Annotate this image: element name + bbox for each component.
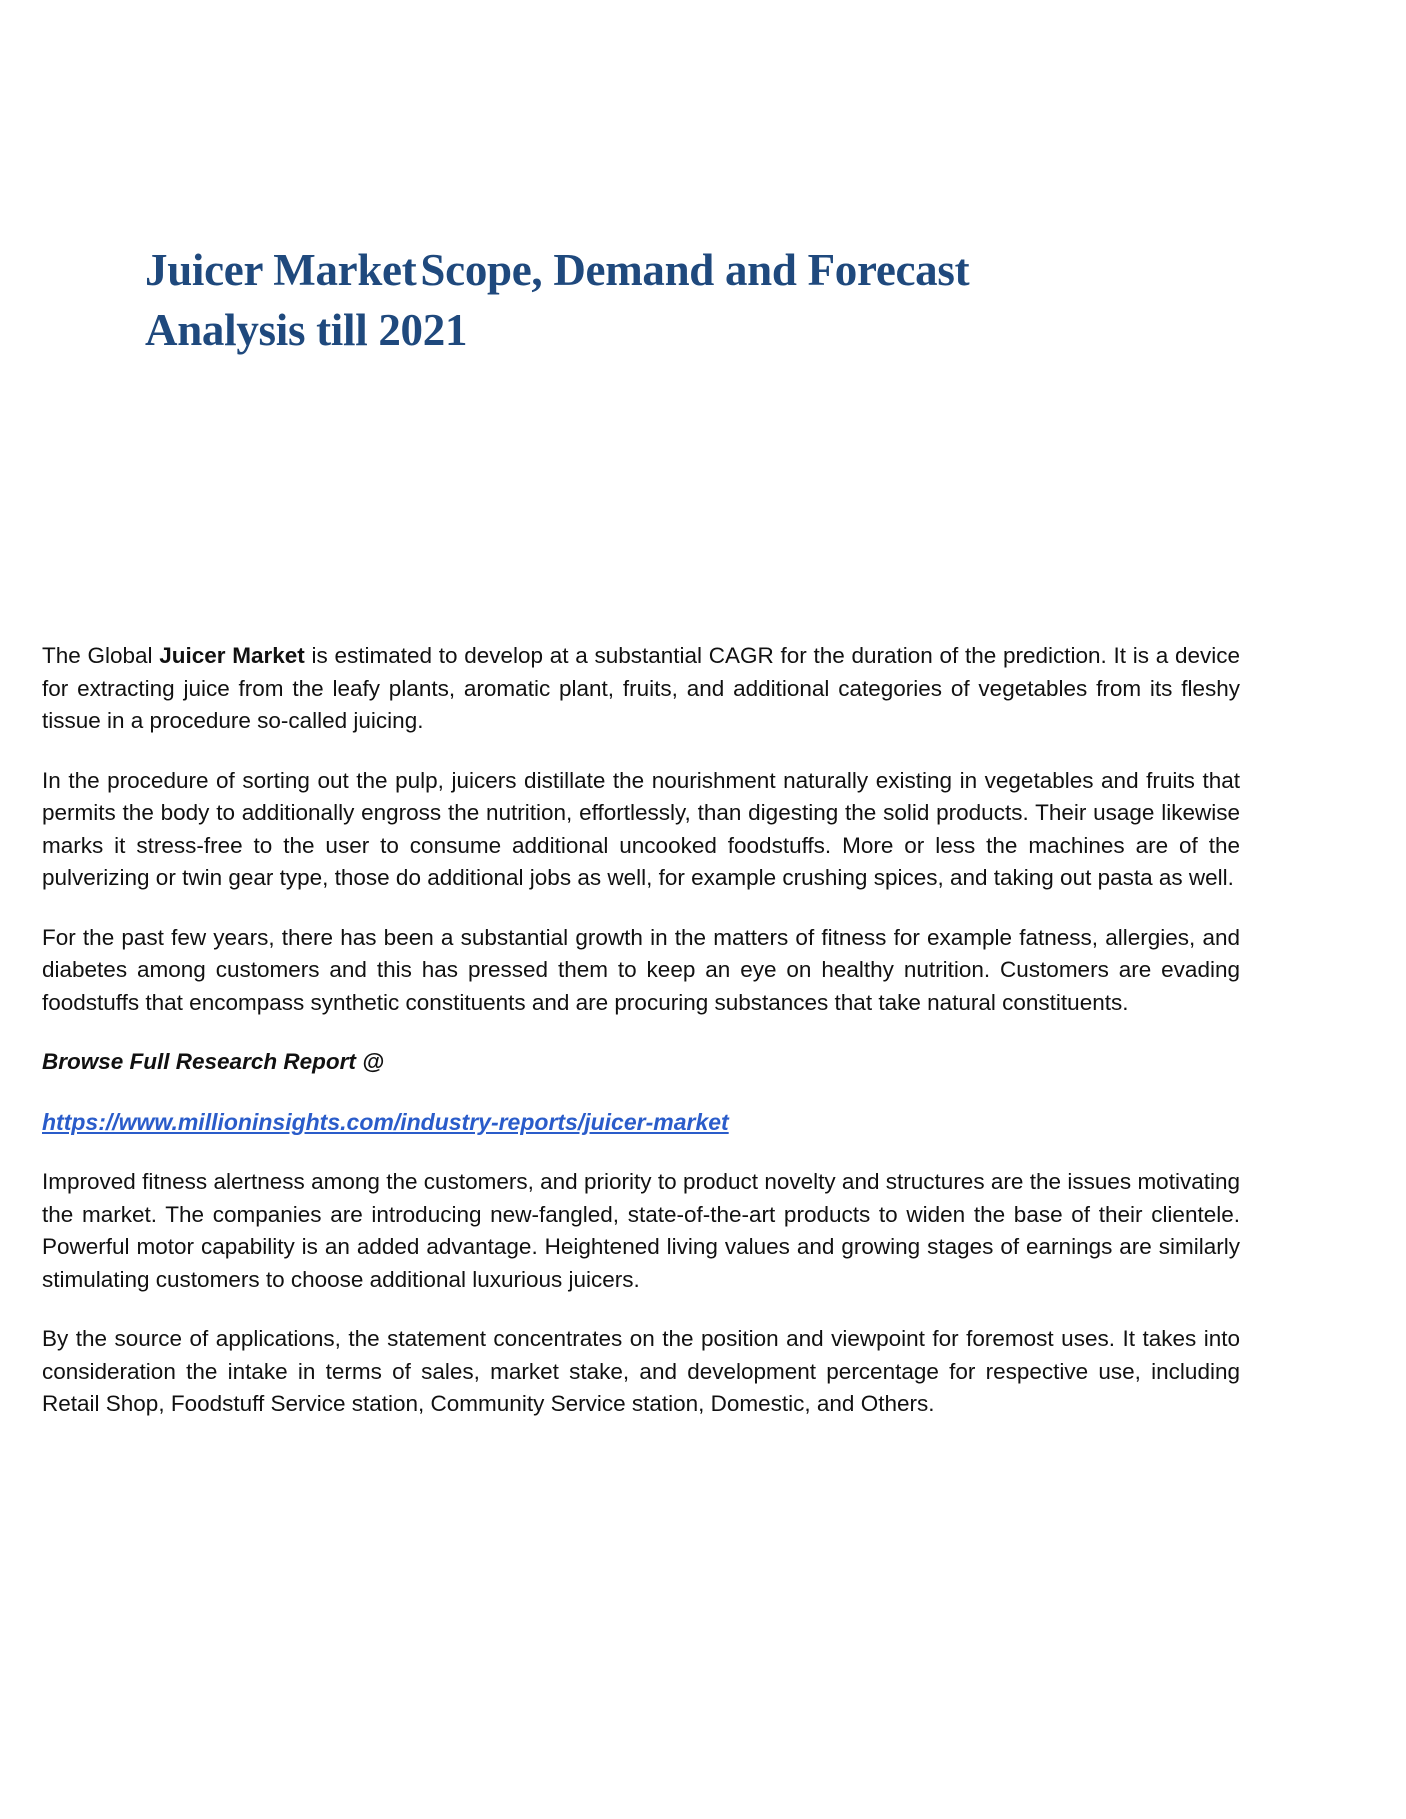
- document-body: [42, 640, 1240, 1421]
- page-title-line-2: Analysis till 2021: [145, 305, 468, 355]
- report-link-line: [42, 1106, 1240, 1140]
- browse-report-label: Browse Full Research Report @: [42, 1049, 385, 1074]
- paragraph-intro-prefix: The Global: [42, 643, 160, 668]
- report-link[interactable]: https://www.millioninsights.com/industry-reports/juicer-market: [42, 1108, 729, 1135]
- juicer-market-bold-text: Juicer Market: [159, 643, 305, 668]
- paragraph-fitness-growth: For the past few years, there has been a substantial growth in the matters of fitness for example fatness, allergies, and diabetes among customers and this has pressed them to keep an eye on healthy nutrition. Customers are evading foodstuffs that encompass synthetic constituents and are procuring substances that take natural constituents.: [42, 924, 1240, 1015]
- paragraph-intro: [42, 640, 1240, 738]
- paragraph-intro-rest: is estimated to develop at a substantial CAGR for the duration of the prediction. It is a device for extracting juice from the leafy plants, aromatic plant, fruits, and additional categories of vegetables from its fleshy tissue in a procedure so-called juicing.: [42, 643, 1240, 733]
- title-part-scope: Scope, Demand and Forecast: [420, 245, 970, 295]
- title-part-market: Juicer Market: [145, 245, 417, 295]
- paragraph-applications: By the source of applications, the statement concentrates on the position and viewpoint for foremost uses. It takes into consideration the intake in terms of sales, market stake, and development percentage for respective use, including Retail Shop, Foodstuff Service station, Community Service station, Domestic, and Others.: [42, 1326, 1240, 1416]
- page-title-line-1: [145, 240, 1406, 300]
- paragraph-procedure: In the procedure of sorting out the pulp, juicers distillate the nourishment naturally existing in vegetables and fruits that permits the body to additionally engross the nutrition, effortlessly, than digesting the solid products. Their usage likewise marks it stress-free to the user to consume additional uncooked foodstuffs. More or less the machines are of the pulverizing or twin gear type, those do additional jobs as well, for example crushing spices, and taking out pasta as well.: [42, 767, 1240, 890]
- page-title: [145, 240, 1406, 360]
- paragraph-market-drivers: Improved fitness alertness among the customers, and priority to product novelty and structures are the issues motivating the market. The companies are introducing new-fangled, state-of-the-art products to widen the base of their clientele. Powerful motor capability is an added advantage. Heightened living values and growing stages of earnings are similarly stimulating customers to choose additional luxurious juicers.: [42, 1169, 1240, 1292]
